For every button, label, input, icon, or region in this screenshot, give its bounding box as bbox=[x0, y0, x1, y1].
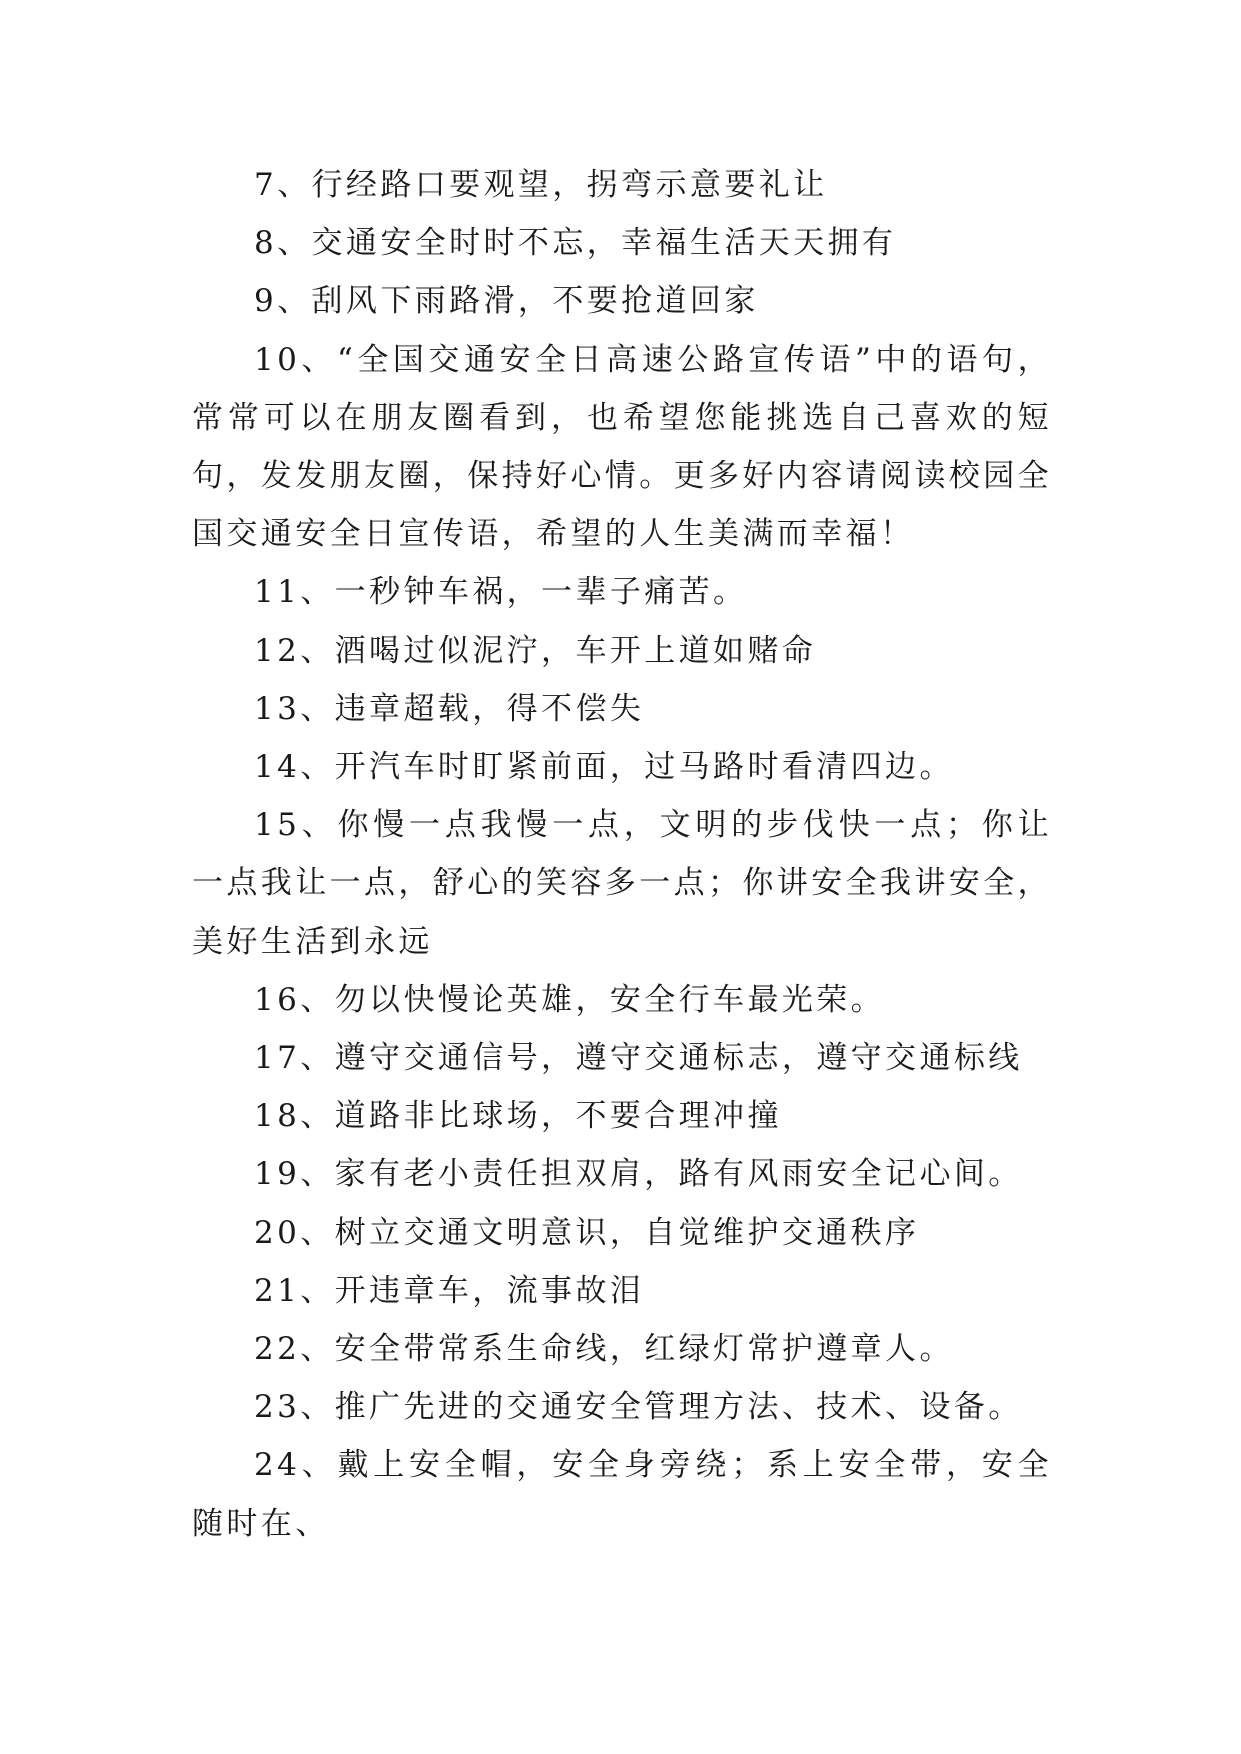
paragraph: 23、推广先进的交通安全管理方法、技术、设备。 bbox=[254, 1389, 1023, 1426]
paragraph: 14、开汽车时盯紧前面，过马路时看清四边。 bbox=[254, 749, 954, 786]
paragraph: 15、你慢一点我慢一点，文明的步伐快一点；你让一点我让一点，舒心的笑容多一点；你讲安全我讲安全，美好生活到永远 bbox=[192, 807, 1052, 960]
paragraph: 7、行经路口要观望，拐弯示意要礼让 bbox=[254, 167, 828, 203]
paragraph: 8、交通安全时时不忘，幸福生活天天拥有 bbox=[254, 225, 897, 262]
paragraph: 13、违章超载，得不偿失 bbox=[254, 690, 645, 727]
paragraph: 24、戴上安全帽，安全身旁绕；系上安全带，安全随时在、 bbox=[192, 1447, 1052, 1542]
paragraph: 16、勿以快慢论英雄，安全行车最光荣。 bbox=[254, 981, 886, 1018]
paragraph: 11、一秒钟车祸，一辈子痛苦。 bbox=[254, 574, 748, 611]
paragraph: 20、树立交通文明意识，自觉维护交通秩序 bbox=[254, 1214, 920, 1251]
paragraph: 18、道路非比球场，不要合理冲撞 bbox=[254, 1098, 782, 1135]
paragraph: 12、酒喝过似泥泞，车开上道如赌命 bbox=[254, 632, 817, 669]
paragraph: 19、家有老小责任担双肩，路有风雨安全记心间。 bbox=[254, 1156, 1023, 1193]
paragraph: 22、安全带常系生命线，红绿灯常护遵章人。 bbox=[254, 1331, 954, 1368]
paragraph: 9、刮风下雨路滑，不要抢道回家 bbox=[254, 283, 759, 320]
document-body bbox=[192, 156, 1052, 1553]
paragraph: 10、“全国交通安全日高速公路宣传语”中的语句，常常可以在朋友圈看到，也希望您能挑选自己喜欢的短句，发发朋友圈，保持好心情。更多好内容请阅读校园全国交通安全日宣传语，希望的人生美满而幸福！ bbox=[192, 341, 1052, 553]
paragraph: 21、开违章车，流事故泪 bbox=[254, 1272, 645, 1309]
paragraph: 17、遵守交通信号，遵守交通标志，遵守交通标线 bbox=[254, 1040, 1023, 1077]
